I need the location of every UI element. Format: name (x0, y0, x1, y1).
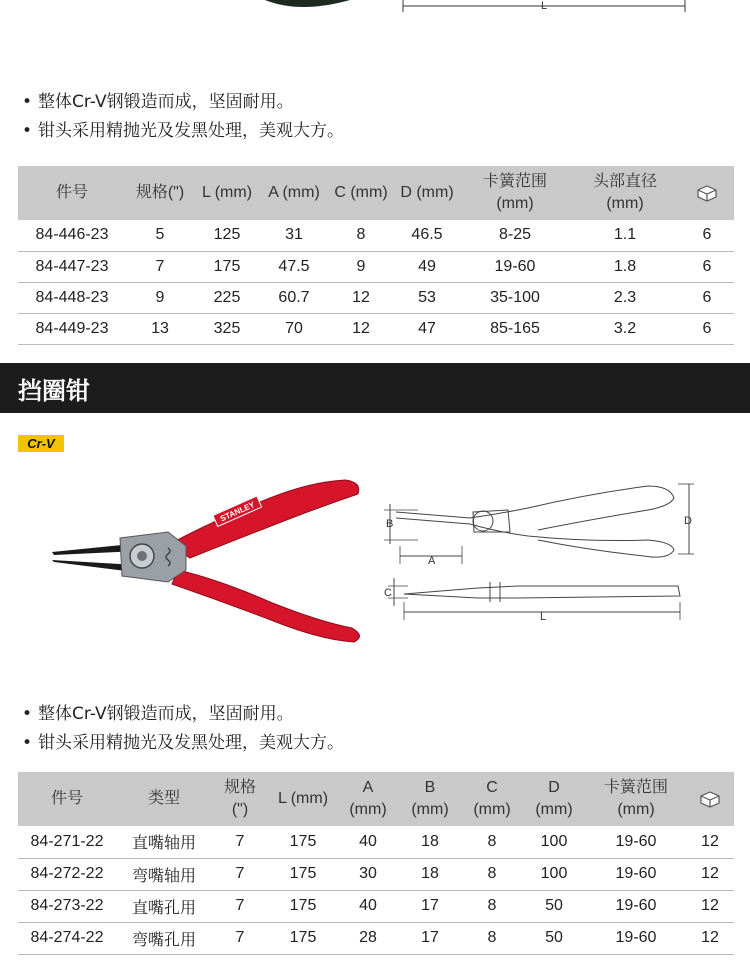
material-badge: Cr-V (18, 435, 64, 452)
col-header: D (mm) (522, 772, 586, 826)
table-row: 84-449-23 13 325 70 12 47 85-165 3.2 6 (18, 313, 734, 344)
package-box-icon (686, 772, 734, 826)
dim-label-l-top: L (541, 0, 548, 12)
section-title: 挡圈钳 (18, 377, 90, 405)
table-row: 84-271-22 直嘴轴用 7 175 40 18 8 100 19-60 12 (18, 826, 734, 858)
col-header: C (mm) (462, 772, 522, 826)
feature-item: • 钳头采用精抛光及发黑处理，美观大方。 (22, 117, 344, 146)
features-list-2 (22, 700, 344, 758)
col-header: C (mm) (328, 166, 394, 220)
features-list-1 (22, 88, 344, 146)
col-header: D (mm) (394, 166, 460, 220)
table-header-row (18, 772, 734, 826)
col-header: 头部直径 (mm) (570, 166, 680, 220)
table-row: 84-446-23 5 125 31 8 46.5 8-25 1.1 6 (18, 220, 734, 251)
package-box-icon (680, 166, 734, 220)
col-header: A (mm) (338, 772, 398, 826)
previous-product-fragment (0, 0, 750, 20)
table-row: 84-274-22 弯嘴孔用 7 175 28 17 8 50 19-60 12 (18, 922, 734, 954)
col-header: B (mm) (398, 772, 462, 826)
dim-label-b: B (386, 518, 394, 530)
table-header-row (18, 166, 734, 220)
table-row: 84-272-22 弯嘴轴用 7 175 30 18 8 100 19-60 12 (18, 858, 734, 890)
table-row: 84-448-23 9 225 60.7 12 53 35-100 2.3 6 (18, 282, 734, 313)
dimension-diagram (378, 474, 698, 634)
dim-label-a: A (428, 555, 436, 567)
col-header: L (mm) (268, 772, 338, 826)
spec-table-1 (18, 166, 734, 345)
dim-label-d: D (684, 515, 692, 527)
section-header-bar (0, 363, 750, 413)
spec-table-2 (18, 772, 734, 955)
table-row: 84-273-22 直嘴孔用 7 175 40 17 8 50 19-60 12 (18, 890, 734, 922)
dim-label-c: C (384, 587, 392, 599)
col-header: 件号 (18, 772, 116, 826)
col-header: 规格 (") (212, 772, 268, 826)
col-header: 件号 (18, 166, 126, 220)
col-header: 卡簧范围 (mm) (460, 166, 570, 220)
stanley-brand-mark: STANLEY (218, 500, 257, 524)
circlip-pliers-image (40, 470, 370, 650)
feature-item: • 整体Cr-V钢锻造而成，坚固耐用。 (22, 88, 344, 117)
feature-item: • 整体Cr-V钢锻造而成，坚固耐用。 (22, 700, 344, 729)
pliers-handle-fragment (265, 0, 350, 7)
col-header: 卡簧范围 (mm) (586, 772, 686, 826)
table-row: 84-447-23 7 175 47.5 9 49 19-60 1.8 6 (18, 251, 734, 282)
feature-item: • 钳头采用精抛光及发黑处理，美观大方。 (22, 729, 344, 758)
col-header: L (mm) (194, 166, 260, 220)
dim-label-l: L (540, 611, 547, 623)
col-header: 类型 (116, 772, 212, 826)
col-header: A (mm) (260, 166, 328, 220)
col-header: 规格(") (126, 166, 194, 220)
